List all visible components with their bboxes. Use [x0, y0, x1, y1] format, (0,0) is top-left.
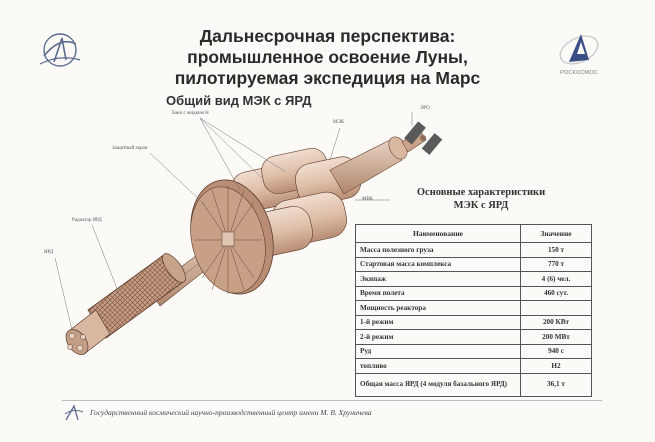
row-name: Время полета	[356, 286, 521, 301]
characteristics-table	[355, 224, 592, 397]
callout-tanks: Баки с жидким Н	[172, 111, 209, 116]
row-name: 2-й режим	[356, 330, 521, 345]
roscosmos-caption: РОСКОСМОС	[560, 70, 598, 76]
footer	[62, 400, 602, 423]
row-name: топливо	[356, 359, 521, 374]
row-name: 1-й режим	[356, 315, 521, 330]
footer-logo-icon	[64, 404, 84, 422]
callout-ero: ЭРО	[420, 106, 430, 111]
callout-mvk: МВК	[362, 197, 374, 202]
row-value: 460 сут.	[521, 286, 592, 301]
table-row	[356, 257, 592, 272]
row-value: 940 с	[521, 344, 592, 359]
diagram-subtitle: Общий вид МЭК с ЯРД	[166, 93, 312, 108]
table-row	[356, 286, 592, 301]
row-value: 770 т	[521, 257, 592, 272]
header-value: Значение	[521, 225, 592, 243]
row-name: Руд	[356, 344, 521, 359]
table-row	[356, 301, 592, 316]
table-row	[356, 344, 592, 359]
table-row	[356, 330, 592, 345]
callout-mek: МЭК	[333, 120, 345, 125]
characteristics-title	[386, 186, 576, 212]
title-line-1: Дальнесрочная перспектива:	[199, 26, 456, 46]
title-line-3: пилотируемая экспедиция на Марс	[174, 68, 481, 88]
callout-radiator: Радиатор ЯРД	[72, 218, 102, 223]
table-row	[356, 373, 592, 396]
row-value: 36,1 т	[521, 373, 592, 396]
row-value: 150 т	[521, 243, 592, 258]
row-value	[521, 301, 592, 316]
row-value: 200 КВт	[521, 315, 592, 330]
title-line-2: промышленное освоение Луны,	[187, 47, 468, 67]
row-name: Масса полезного груза	[356, 243, 521, 258]
characteristics-title-line-2: МЭК с ЯРД	[453, 200, 509, 211]
row-name: Мощность реактора	[356, 301, 521, 316]
table-row	[356, 243, 592, 258]
callout-engine: ЯРД	[44, 250, 54, 255]
row-name: Общая масса ЯРД (4 модуля базального ЯРД)	[356, 373, 521, 396]
row-value: 200 МВт	[521, 330, 592, 345]
table-row	[356, 359, 592, 374]
row-name: Стартовая масса комплекса	[356, 257, 521, 272]
callout-shield: Защитный экран	[112, 146, 148, 151]
table-row	[356, 272, 592, 287]
row-value: 4 (6) чел.	[521, 272, 592, 287]
characteristics-title-line-1: Основные характеристики	[416, 187, 546, 198]
table-row	[356, 315, 592, 330]
row-value: H2	[521, 359, 592, 374]
table-header-row	[356, 225, 592, 243]
header-name: Наименование	[356, 225, 521, 243]
footer-text: Государственный космический научно-производственный центр имени М. В. Хруничева	[90, 408, 372, 417]
row-name: Экипаж	[356, 272, 521, 287]
